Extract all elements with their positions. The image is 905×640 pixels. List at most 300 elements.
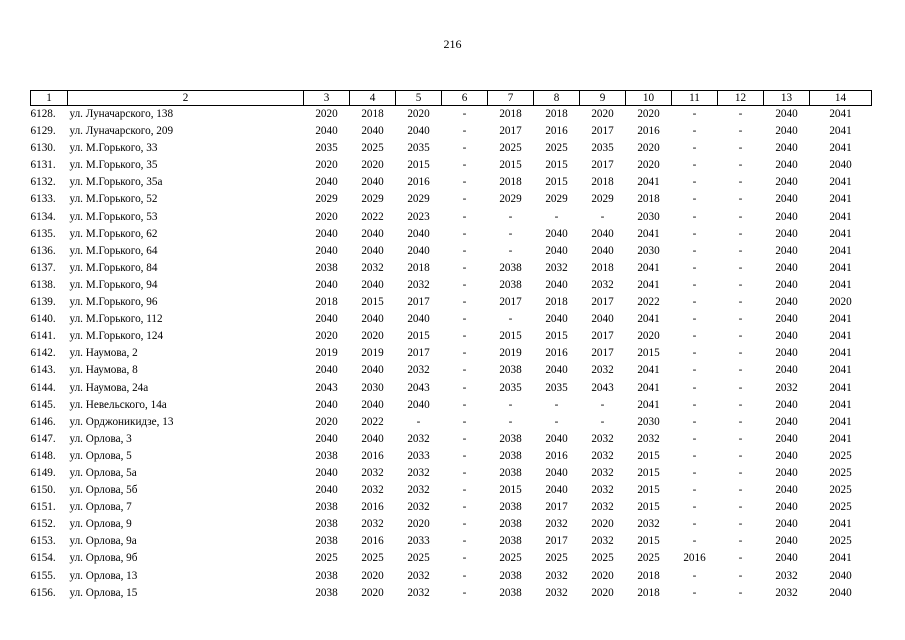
year-cell: 2032 [637,432,660,445]
year-cell: 2020 [637,142,660,155]
year-cell: - [462,210,467,223]
year-cell: 2040 [545,244,568,257]
year-cell: 2041 [829,261,852,274]
year-cell: 2040 [407,125,430,138]
year-cell: 2040 [545,278,568,291]
year-cell: - [692,261,697,274]
year-cell: 2017 [407,296,430,309]
year-cell: 2020 [361,586,384,599]
year-cell: 2015 [545,176,568,189]
row-number: 6141. [30,330,56,343]
year-cell: 2016 [637,125,660,138]
address-cell: ул. Орлова, 7 [69,501,132,514]
row-number: 6130. [30,142,56,155]
year-cell: 2041 [829,244,852,257]
year-cell: 2040 [361,432,384,445]
year-cell: 2032 [361,518,384,531]
year-cell: 2032 [591,535,614,548]
address-cell: ул. Орлова, 5 [69,449,132,462]
year-cell: 2020 [315,159,338,172]
year-cell: 2040 [315,466,338,479]
year-cell: - [462,278,467,291]
year-cell: - [738,398,743,411]
table-row [31,482,872,499]
year-cell: - [738,415,743,428]
year-cell: 2032 [637,518,660,531]
header-cell: 12 [718,91,764,106]
year-cell: - [738,535,743,548]
row-number: 6149. [30,466,56,479]
address-cell: ул. Невельского, 14а [69,398,167,411]
year-cell: 2029 [361,193,384,206]
header-cell: 6 [442,91,488,106]
year-cell: 2015 [637,466,660,479]
address-cell: ул. М.Горького, 35 [69,159,158,172]
year-cell: - [738,176,743,189]
year-cell: 2016 [361,449,384,462]
table-body [31,106,872,602]
year-cell: 2032 [361,261,384,274]
address-cell: ул. М.Горького, 62 [69,227,158,240]
address-cell: ул. М.Горького, 53 [69,210,158,223]
year-cell: - [462,244,467,257]
table-row [31,191,872,208]
year-cell: 2020 [315,415,338,428]
year-cell: 2040 [775,159,798,172]
year-cell: - [738,381,743,394]
year-cell: 2040 [775,108,798,120]
year-cell: 2038 [499,364,522,377]
address-cell: ул. Луначарского, 209 [69,125,174,138]
address-cell: ул. Наумова, 8 [69,364,138,377]
year-cell: - [462,108,467,120]
row-number: 6152. [30,518,56,531]
row-number: 6144. [30,381,56,394]
year-cell: 2015 [361,296,384,309]
year-cell: - [692,227,697,240]
year-cell: 2040 [775,261,798,274]
row-number: 6129. [30,125,56,138]
year-cell: 2035 [545,381,568,394]
year-cell: 2025 [829,484,852,497]
header-cell: 7 [488,91,534,106]
year-cell: 2022 [361,415,384,428]
table-row [31,568,872,585]
year-cell: 2040 [775,501,798,514]
year-cell: - [462,364,467,377]
address-cell: ул. М.Горького, 64 [69,244,158,257]
year-cell: 2040 [775,244,798,257]
year-cell: 2035 [499,381,522,394]
table-row [31,550,872,567]
year-cell: 2040 [775,330,798,343]
year-cell: 2041 [829,142,852,155]
year-cell: 2032 [591,484,614,497]
year-cell: - [692,449,697,462]
year-cell: - [738,364,743,377]
year-cell: 2038 [499,501,522,514]
header-cell: 1 [31,91,68,106]
year-cell: 2016 [545,449,568,462]
year-cell: 2032 [407,364,430,377]
address-cell: ул. Орлова, 13 [69,569,138,582]
year-cell: 2041 [829,518,852,531]
year-cell: 2032 [361,466,384,479]
year-cell: 2040 [775,347,798,360]
year-cell: 2038 [315,569,338,582]
year-cell: - [692,108,697,120]
year-cell: - [692,142,697,155]
address-cell: ул. Луначарского, 138 [69,108,174,120]
year-cell: - [738,466,743,479]
year-cell: 2017 [591,159,614,172]
address-cell: ул. Наумова, 24а [69,381,149,394]
year-cell: - [738,244,743,257]
year-cell: 2038 [315,586,338,599]
row-number: 6139. [30,296,56,309]
year-cell: - [462,347,467,360]
year-cell: - [692,484,697,497]
year-cell: - [738,330,743,343]
year-cell: 2032 [545,518,568,531]
year-cell: 2032 [775,586,798,599]
year-cell: - [692,381,697,394]
year-cell: 2018 [407,261,430,274]
year-cell: - [462,227,467,240]
table-row [31,311,872,328]
header-cell: 2 [68,91,304,106]
year-cell: - [600,415,605,428]
year-cell: 2032 [407,432,430,445]
year-cell: 2040 [775,193,798,206]
year-cell: 2018 [637,569,660,582]
year-cell: 2040 [775,466,798,479]
year-cell: 2025 [315,552,338,565]
table-row [31,397,872,414]
year-cell: 2025 [499,142,522,155]
year-cell: 2030 [637,210,660,223]
year-cell: 2040 [775,296,798,309]
year-cell: - [554,210,559,223]
table-row [31,157,872,174]
year-cell: - [738,227,743,240]
year-cell: 2025 [829,535,852,548]
year-cell: - [692,466,697,479]
year-cell: 2040 [775,552,798,565]
year-cell: 2015 [545,330,568,343]
year-cell: - [692,398,697,411]
year-cell: 2020 [361,569,384,582]
table-row [31,585,872,602]
row-number: 6137. [30,261,56,274]
header-cell: 11 [672,91,718,106]
year-cell: 2041 [637,278,660,291]
year-cell: - [462,313,467,326]
year-cell: - [738,108,743,120]
year-cell: - [462,552,467,565]
year-cell: 2015 [499,330,522,343]
year-cell: 2020 [361,330,384,343]
year-cell: 2040 [315,176,338,189]
year-cell: 2020 [591,108,614,120]
year-cell: 2040 [591,227,614,240]
year-cell: 2015 [637,449,660,462]
year-cell: 2018 [499,176,522,189]
year-cell: - [738,261,743,274]
year-cell: - [600,398,605,411]
year-cell: - [508,415,513,428]
year-cell: - [462,569,467,582]
year-cell: 2040 [315,313,338,326]
year-cell: - [462,586,467,599]
year-cell: 2017 [591,347,614,360]
address-cell: ул. Орлова, 9 [69,518,132,531]
year-cell: 2020 [829,296,852,309]
year-cell: 2025 [407,552,430,565]
year-cell: 2043 [591,381,614,394]
year-cell: - [738,313,743,326]
year-cell: 2032 [591,466,614,479]
year-cell: - [738,210,743,223]
year-cell: - [462,398,467,411]
year-cell: 2025 [545,142,568,155]
year-cell: 2040 [545,227,568,240]
year-cell: 2030 [637,244,660,257]
year-cell: 2029 [591,193,614,206]
row-number: 6156. [30,586,56,599]
year-cell: 2015 [499,159,522,172]
row-number: 6146. [30,415,56,428]
year-cell: 2020 [315,108,338,120]
year-cell: 2040 [775,484,798,497]
year-cell: 2040 [545,313,568,326]
address-cell: ул. Орлова, 9б [69,552,138,565]
year-cell: - [738,501,743,514]
year-cell: 2032 [545,586,568,599]
year-cell: - [416,415,421,428]
year-cell: - [692,313,697,326]
year-cell: 2016 [407,176,430,189]
table-row [31,328,872,345]
year-cell: - [462,518,467,531]
year-cell: 2040 [407,398,430,411]
year-cell: 2041 [637,176,660,189]
year-cell: 2015 [407,330,430,343]
year-cell: 2040 [775,518,798,531]
year-cell: 2032 [545,261,568,274]
year-cell: - [508,398,513,411]
year-cell: 2040 [591,244,614,257]
address-cell: ул. Орлова, 5а [69,466,137,479]
year-cell: 2041 [637,261,660,274]
page-number: 216 [443,37,462,51]
year-cell: 2040 [591,313,614,326]
year-cell: 2025 [637,552,660,565]
year-cell: 2015 [545,159,568,172]
year-cell: 2019 [315,347,338,360]
year-cell: - [692,415,697,428]
address-cell: ул. Орджоникидзе, 13 [69,415,174,428]
row-number: 6132. [30,176,56,189]
year-cell: - [692,176,697,189]
year-cell: 2017 [591,296,614,309]
year-cell: 2018 [637,586,660,599]
year-cell: 2016 [683,552,706,565]
year-cell: 2040 [775,364,798,377]
year-cell: 2040 [829,569,852,582]
address-cell: ул. Орлова, 9а [69,535,137,548]
year-cell: 2040 [315,398,338,411]
address-cell: ул. М.Горького, 124 [69,330,164,343]
year-cell: 2025 [591,552,614,565]
table-row [31,362,872,379]
year-cell: - [738,125,743,138]
year-cell: 2017 [545,501,568,514]
address-cell: ул. М.Горького, 33 [69,142,158,155]
year-cell: 2041 [829,415,852,428]
year-cell: 2025 [829,449,852,462]
year-cell: 2040 [775,398,798,411]
year-cell: 2030 [361,381,384,394]
row-number: 6148. [30,449,56,462]
address-cell: ул. М.Горького, 112 [69,313,163,326]
table-row [31,294,872,311]
row-number: 6134. [30,210,56,223]
row-number: 6142. [30,347,56,360]
year-cell: - [508,210,513,223]
row-number: 6147. [30,432,56,445]
address-cell: ул. Орлова, 15 [69,586,138,599]
table-row [31,533,872,550]
header-cell: 3 [304,91,350,106]
year-cell: - [462,415,467,428]
year-cell: - [738,296,743,309]
year-cell: 2018 [591,176,614,189]
row-number: 6131. [30,159,56,172]
year-cell: 2041 [829,125,852,138]
address-cell: ул. М.Горького, 96 [69,296,158,309]
year-cell: 2025 [829,466,852,479]
year-cell: - [692,535,697,548]
year-cell: - [692,159,697,172]
year-cell: 2029 [545,193,568,206]
year-cell: - [692,501,697,514]
year-cell: 2017 [591,330,614,343]
year-cell: 2041 [829,227,852,240]
year-cell: 2041 [829,176,852,189]
year-cell: 2041 [829,193,852,206]
year-cell: 2041 [829,381,852,394]
row-number: 6155. [30,569,56,582]
year-cell: 2040 [315,125,338,138]
year-cell: 2040 [315,227,338,240]
year-cell: - [462,466,467,479]
year-cell: 2018 [545,296,568,309]
year-cell: 2040 [315,244,338,257]
year-cell: 2016 [361,535,384,548]
year-cell: - [462,125,467,138]
year-cell: 2040 [361,398,384,411]
header-row [31,91,872,106]
year-cell: 2041 [829,347,852,360]
year-cell: 2040 [361,364,384,377]
year-cell: 2020 [637,159,660,172]
year-cell: - [508,313,513,326]
year-cell: 2040 [407,313,430,326]
year-cell: 2020 [591,569,614,582]
year-cell: 2016 [545,125,568,138]
year-cell: 2020 [361,159,384,172]
address-cell: ул. Наумова, 2 [69,347,138,360]
header-cell: 8 [534,91,580,106]
year-cell: 2038 [499,278,522,291]
table-row [31,260,872,277]
year-cell: 2041 [829,278,852,291]
address-cell: ул. Орлова, 5б [69,484,138,497]
table-row [31,380,872,397]
year-cell: 2017 [591,125,614,138]
row-number: 6128. [30,108,56,120]
table-row [31,431,872,448]
year-cell: 2035 [591,142,614,155]
year-cell: 2038 [499,432,522,445]
year-cell: 2020 [407,108,430,120]
table-row [31,226,872,243]
year-cell: 2040 [775,535,798,548]
year-cell: 2017 [545,535,568,548]
year-cell: - [554,415,559,428]
year-cell: 2018 [499,108,522,120]
year-cell: 2041 [637,227,660,240]
year-cell: 2038 [499,569,522,582]
year-cell: 2032 [545,569,568,582]
year-cell: 2040 [775,432,798,445]
year-cell: - [462,159,467,172]
year-cell: 2016 [545,347,568,360]
year-cell: - [462,330,467,343]
year-cell: 2040 [545,432,568,445]
year-cell: 2032 [591,501,614,514]
year-cell: 2015 [637,347,660,360]
year-cell: 2040 [775,278,798,291]
year-cell: - [738,552,743,565]
year-cell: 2041 [829,364,852,377]
year-cell: 2032 [591,449,614,462]
year-cell: 2043 [315,381,338,394]
year-cell: 2015 [637,484,660,497]
year-cell: 2040 [407,227,430,240]
year-cell: - [692,432,697,445]
year-cell: 2038 [315,449,338,462]
year-cell: 2040 [315,432,338,445]
row-number: 6143. [30,364,56,377]
year-cell: 2038 [315,261,338,274]
year-cell: 2040 [361,176,384,189]
year-cell: - [462,261,467,274]
year-cell: 2025 [361,552,384,565]
header-cell: 4 [350,91,396,106]
year-cell: 2032 [775,569,798,582]
row-number: 6133. [30,193,56,206]
address-cell: ул. М.Горького, 35а [69,176,163,189]
year-cell: 2038 [499,586,522,599]
year-cell: 2040 [315,364,338,377]
year-cell: - [692,125,697,138]
address-cell: ул. М.Горького, 84 [69,261,158,274]
address-cell: ул. Орлова, 3 [69,432,132,445]
year-cell: 2029 [407,193,430,206]
year-cell: 2032 [591,278,614,291]
